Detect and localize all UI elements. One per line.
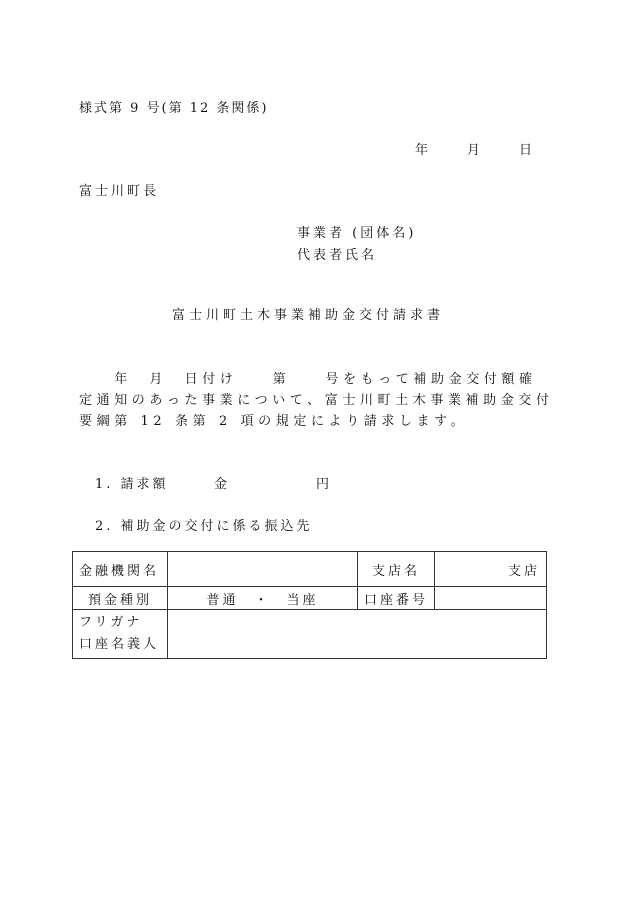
body-line-2: 定通知のあった事業について、富士川町土木事業補助金交付 bbox=[79, 393, 554, 408]
form-number: 様式第 9 号(第 12 条関係) bbox=[79, 101, 269, 116]
account-holder-field[interactable] bbox=[168, 610, 547, 659]
account-number-field[interactable] bbox=[435, 587, 547, 610]
account-holder-label bbox=[73, 610, 168, 659]
account-number-label: 口座番号 bbox=[358, 587, 435, 610]
branch-field[interactable] bbox=[435, 552, 547, 587]
applicant-organization-label: 事業者 (団体名) bbox=[297, 226, 417, 241]
date-year-label: 年 bbox=[415, 143, 429, 158]
holder-name-label: 口座名義人 bbox=[79, 637, 160, 652]
request-amount-unit: 円 bbox=[316, 477, 333, 492]
branch-label: 支店名 bbox=[358, 552, 435, 587]
table-row bbox=[73, 587, 547, 610]
body-line-3: 要綱第 12 条第 2 項の規定により請求します。 bbox=[79, 414, 469, 429]
table-row bbox=[73, 610, 547, 659]
date-day-label: 日 bbox=[519, 143, 533, 158]
transfer-destination-label: 2. 補助金の交付に係る振込先 bbox=[95, 519, 313, 534]
applicant-representative-label: 代表者氏名 bbox=[297, 248, 378, 263]
table-row bbox=[73, 552, 547, 587]
request-amount-currency: 金 bbox=[214, 477, 231, 492]
body-line-1: 年 月 日付け 第 号をもって補助金交付額確 bbox=[79, 372, 537, 387]
document-title: 富士川町土木事業補助金交付請求書 bbox=[172, 308, 445, 323]
branch-suffix: 支店 bbox=[507, 563, 540, 579]
institution-label: 金融機関名 bbox=[73, 552, 168, 587]
request-amount-label: 1. 請求額 bbox=[95, 477, 169, 492]
holder-kana-label: フリガナ bbox=[79, 615, 143, 630]
addressee: 富士川町長 bbox=[79, 184, 160, 199]
date-month-label: 月 bbox=[467, 143, 481, 158]
account-type-options[interactable]: 普通 ・ 当座 bbox=[168, 587, 358, 610]
institution-field[interactable] bbox=[168, 552, 358, 587]
bank-account-table bbox=[72, 551, 547, 659]
account-type-label: 預金種別 bbox=[73, 587, 168, 610]
